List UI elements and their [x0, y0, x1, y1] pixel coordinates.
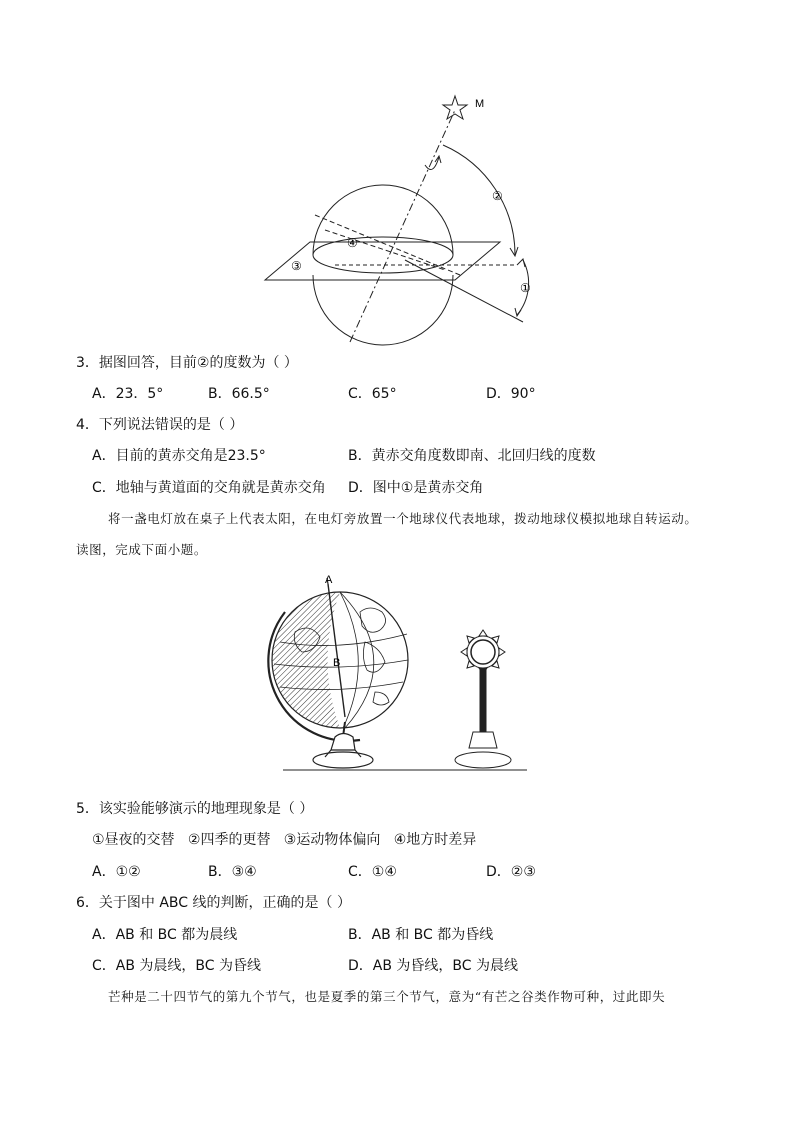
q6-option-c: C．AB 为晨线，BC 为昏线	[92, 958, 261, 974]
q3-option-a: A．23．5°	[92, 386, 164, 402]
q6-option-b: B．AB 和 BC 都为昏线	[348, 927, 494, 943]
angle-label-2: ②	[492, 189, 503, 203]
question-5-stem: 5．该实验能够演示的地理现象是（ ）	[76, 801, 314, 817]
angle-label-1: ①	[520, 281, 531, 295]
passage-2-line-1: 芒种是二十四节气的第九个节气，也是夏季的第三个节气，意为“有芒之谷类作物可种，过此即失	[108, 989, 666, 1004]
question-3-stem: 3．据图回答，目前②的度数为（ ）	[76, 355, 298, 371]
q6-option-a: A．AB 和 BC 都为晨线	[92, 927, 238, 943]
q4-option-b: B．黄赤交角度数即南、北回归线的度数	[348, 448, 596, 464]
q4-option-a: A．目前的黄赤交角是23.5°	[92, 448, 266, 464]
q4-option-c: C．地轴与黄道面的交角就是黄赤交角	[92, 480, 326, 496]
q5-option-b: B．③④	[208, 864, 257, 880]
q5-option-d: D．②③	[486, 864, 536, 880]
label-b: B	[333, 657, 341, 669]
question-6-stem: 6．关于图中 ABC 线的判断，正确的是（ ）	[76, 895, 351, 911]
q6-option-d: D．AB 为昏线，BC 为晨线	[348, 958, 518, 974]
star-label: M	[475, 98, 485, 110]
globe-lamp-diagram	[265, 572, 535, 777]
label-a: A	[325, 574, 333, 586]
q4-option-d: D．图中①是黄赤交角	[348, 480, 484, 496]
globe	[268, 578, 408, 768]
q5-choices: ①昼夜的交替 ②四季的更替 ③运动物体偏向 ④地方时差异	[92, 832, 477, 848]
q3-option-d: D．90°	[486, 386, 536, 402]
q5-option-a: A．①②	[92, 864, 141, 880]
angle-label-4: ④	[347, 236, 358, 250]
angle-label-3: ③	[291, 259, 302, 273]
passage-1-line-2: 读图，完成下面小题。	[76, 542, 208, 557]
sun-lamp-icon	[455, 630, 511, 768]
q3-option-b: B．66.5°	[208, 386, 270, 402]
passage-1-line-1: 将一盏电灯放在桌子上代表太阳，在电灯旁放置一个地球仪代表地球，拨动地球仪模拟地球自转运动。	[108, 511, 698, 526]
q3-option-c: C．65°	[348, 386, 397, 402]
question-4-stem: 4．下列说法错误的是（ ）	[76, 417, 244, 433]
ecliptic-obliquity-diagram	[255, 90, 545, 350]
q5-option-c: C．①④	[348, 864, 397, 880]
star-icon	[443, 96, 467, 119]
